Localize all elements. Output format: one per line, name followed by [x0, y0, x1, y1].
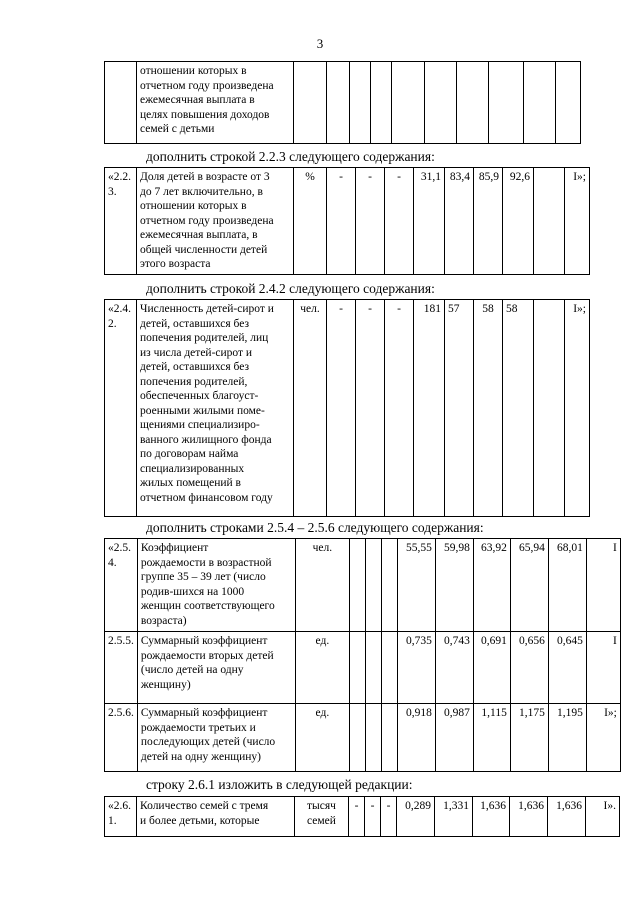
value-cell: 1,195 — [548, 704, 586, 772]
value-cell — [349, 704, 365, 772]
value-cell: - — [381, 797, 397, 837]
value-cell: 57 — [445, 300, 474, 517]
value-cell — [381, 632, 397, 704]
row-number: 2.5.5. — [105, 632, 138, 704]
table-rows-2-5 — [104, 538, 621, 772]
unit-cell: тысяч семей — [295, 797, 349, 837]
value-cell — [349, 632, 365, 704]
value-cell: 55,55 — [397, 539, 435, 632]
value-cell — [365, 539, 381, 632]
value-cell: 58 — [503, 300, 534, 517]
value-cell: - — [327, 168, 356, 275]
row-end-cell: I — [586, 539, 620, 632]
table-row — [105, 539, 621, 632]
unit-cell: % — [294, 168, 327, 275]
row-number: «2.2. 3. — [105, 168, 137, 275]
value-cell: - — [349, 797, 365, 837]
row-description: Коэффициент рождаемости в возрастной группе 35 – 39 лет (число родив-шихся на 1000 женщин соответствующего возраста) — [137, 539, 295, 632]
unit-cell: чел. — [294, 300, 327, 517]
value-cell — [381, 539, 397, 632]
table-row — [105, 300, 590, 517]
value-cell: - — [385, 300, 414, 517]
row-description: Количество семей с тремя и более детьми, которые — [137, 797, 295, 837]
value-cell — [534, 300, 565, 517]
table-row — [105, 62, 581, 144]
row-end-cell: I»; — [565, 168, 590, 275]
value-cell: 92,6 — [503, 168, 534, 275]
value-cell: 181 — [414, 300, 445, 517]
row-description: Суммарный коэффициент рождаемости вторых детей (число детей на одну женщину) — [137, 632, 295, 704]
value-cell: - — [356, 168, 385, 275]
table-row — [105, 168, 590, 275]
value-cell — [365, 632, 381, 704]
value-cell: 58 — [474, 300, 503, 517]
value-cell: 83,4 — [445, 168, 474, 275]
value-cell: 0,289 — [397, 797, 435, 837]
row-description: Доля детей в возрасте от 3 до 7 лет включительно, в отношении которых в отчетном году произведена ежемесячная выплата, в общей численности детей этого возраста — [137, 168, 294, 275]
value-cell: - — [327, 300, 356, 517]
unit-cell: ед. — [295, 632, 349, 704]
caption-replace-2-6-1: строку 2.6.1 изложить в следующей редакции: — [146, 777, 413, 792]
row-number: «2.4. 2. — [105, 300, 137, 517]
value-cell: 31,1 — [414, 168, 445, 275]
value-cell: 59,98 — [435, 539, 473, 632]
table-row-2-6-1 — [104, 796, 620, 837]
value-cell: 0,918 — [397, 704, 435, 772]
row-number: «2.6. 1. — [105, 797, 137, 837]
row-description: Численность детей-сирот и детей, оставшихся без попечения родителей, лиц из числа детей-сирот и детей, оставшихся без попечения родителей, обеспеченных благоуст- роенными жилыми поме- щениями специализиро- ванного жилищного фонда по договорам найма специализированных жилых помещений в отчетном финансовом году — [137, 300, 294, 517]
row-description: Суммарный коэффициент рождаемости третьих и последующих детей (число детей на одну женщину) — [137, 704, 295, 772]
table-row — [105, 797, 620, 837]
value-cell: 85,9 — [474, 168, 503, 275]
value-cell: - — [356, 300, 385, 517]
value-cell: 0,743 — [435, 632, 473, 704]
value-cell: 0,735 — [397, 632, 435, 704]
row-end-cell: I»; — [586, 704, 620, 772]
row-number: 2.5.6. — [105, 704, 138, 772]
value-cell: 1,636 — [473, 797, 510, 837]
value-cell: 0,645 — [548, 632, 586, 704]
table-row — [105, 632, 621, 704]
value-cell: 0,691 — [473, 632, 510, 704]
caption-add-2-4-2: дополнить строкой 2.4.2 следующего содержания: — [146, 281, 435, 296]
value-cell: 65,94 — [510, 539, 548, 632]
value-cell — [365, 704, 381, 772]
value-cell: 63,92 — [473, 539, 510, 632]
value-cell: 1,175 — [510, 704, 548, 772]
value-cell: 0,656 — [510, 632, 548, 704]
table-row — [105, 704, 621, 772]
unit-cell: чел. — [295, 539, 349, 632]
row-number: «2.5. 4. — [105, 539, 138, 632]
caption-add-2-5-4-2-5-6: дополнить строками 2.5.4 – 2.5.6 следующего содержания: — [146, 520, 484, 535]
value-cell — [381, 704, 397, 772]
row-end-cell: I». — [586, 797, 620, 837]
value-cell: - — [385, 168, 414, 275]
value-cell: 0,987 — [435, 704, 473, 772]
row-end-cell: I»; — [565, 300, 590, 517]
value-cell — [349, 539, 365, 632]
value-cell: 1,115 — [473, 704, 510, 772]
value-cell: 68,01 — [548, 539, 586, 632]
unit-cell: ед. — [295, 704, 349, 772]
value-cell: - — [365, 797, 381, 837]
value-cell — [534, 168, 565, 275]
value-cell: 1,636 — [510, 797, 548, 837]
table-row-2-2-3 — [104, 167, 590, 275]
page-number: 3 — [316, 36, 324, 51]
value-cell: 1,331 — [435, 797, 473, 837]
caption-add-2-2-3: дополнить строкой 2.2.3 следующего содержания: — [146, 149, 435, 164]
row-description: отношении которых в отчетном году произведена ежемесячная выплата в целях повышения доходов семей с детьми — [137, 62, 294, 144]
row-end-cell: I — [586, 632, 620, 704]
table-row-2-4-2 — [104, 299, 590, 517]
table-continuation — [104, 61, 581, 144]
value-cell: 1,636 — [548, 797, 586, 837]
